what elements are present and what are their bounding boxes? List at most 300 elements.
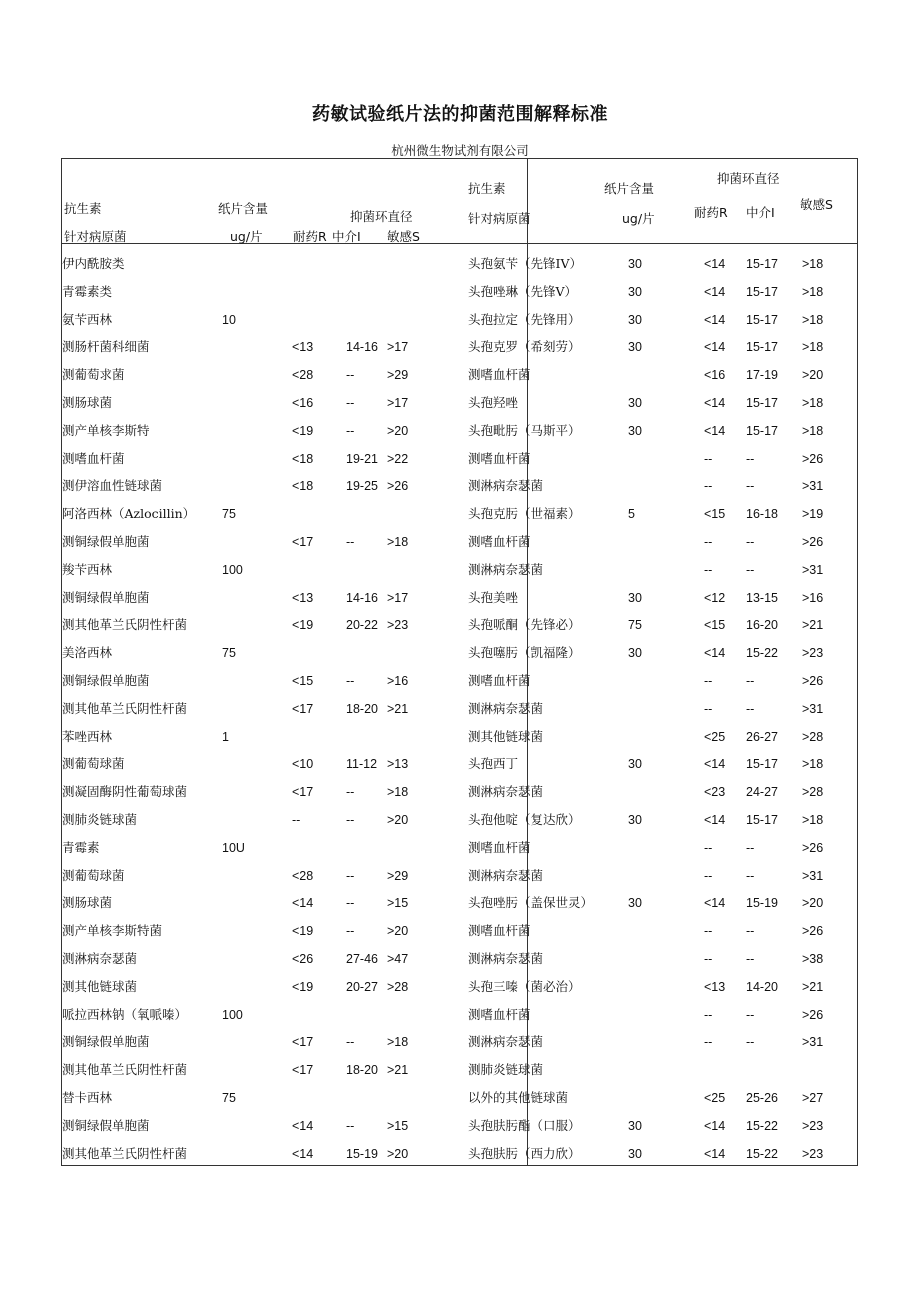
resistant-cell: <13	[292, 590, 314, 605]
content-cell: 30	[628, 757, 642, 772]
intermediate-cell: 18-20	[346, 1063, 378, 1078]
name-cell: 测葡萄球菌	[62, 867, 125, 883]
name-cell: 头孢西丁	[468, 756, 519, 772]
sensitive-cell: >18	[387, 785, 409, 800]
resistant-cell: <12	[704, 590, 726, 605]
intermediate-cell: 20-27	[346, 979, 378, 994]
sensitive-cell: >19	[802, 507, 824, 522]
sensitive-cell: >38	[802, 952, 824, 966]
name-cell: 测嗜血杆菌	[468, 534, 531, 549]
header-left-zone: 抑菌环直径	[350, 209, 413, 224]
content-cell: 75	[222, 646, 236, 661]
content-cell: 30	[628, 646, 642, 661]
table-row	[62, 1060, 526, 1080]
table-row	[62, 560, 526, 580]
table-row	[62, 754, 526, 774]
content-cell: 30	[628, 423, 642, 438]
table-row	[468, 615, 857, 635]
intermediate-cell: 18-20	[346, 701, 378, 716]
name-cell: 测肠球菌	[62, 395, 113, 410]
sensitive-cell: >18	[802, 257, 824, 271]
header-left-content: 纸片含量	[218, 201, 269, 216]
content-cell: 30	[628, 312, 642, 327]
table-row	[62, 977, 526, 997]
intermediate-cell: 16-20	[746, 618, 778, 633]
name-cell: 测嗜血杆菌	[468, 839, 531, 855]
resistant-cell: <16	[292, 396, 314, 410]
sensitive-cell: >18	[802, 340, 824, 355]
table-row	[468, 421, 857, 441]
name-cell: 青霉素类	[62, 283, 113, 299]
table-row	[62, 949, 526, 969]
name-cell: 测淋病奈瑟菌	[468, 784, 544, 800]
table-row	[62, 1005, 526, 1025]
intermediate-cell: --	[346, 785, 355, 800]
resistant-cell: <14	[704, 646, 726, 661]
name-cell: 测伊溶血性链球菌	[62, 478, 163, 494]
header-right-sensitive: 敏感S	[800, 197, 833, 212]
sensitive-cell: >47	[387, 952, 409, 966]
resistant-cell: <14	[704, 896, 726, 911]
sensitive-cell: >22	[387, 451, 409, 466]
intermediate-cell: --	[746, 562, 755, 577]
name-cell: 测铜绿假单胞菌	[62, 673, 150, 688]
table-row	[62, 866, 526, 886]
table-row	[468, 754, 857, 774]
resistant-cell: <15	[704, 618, 726, 633]
sensitive-cell: >26	[802, 451, 824, 466]
content-cell: 75	[628, 618, 642, 633]
table-row	[468, 1060, 857, 1080]
content-cell: 100	[222, 1007, 243, 1022]
name-cell: 头孢唑琳（先锋V）	[468, 283, 578, 299]
resistant-cell: <13	[704, 979, 726, 994]
table-row	[468, 532, 857, 552]
resistant-cell: <14	[704, 1118, 726, 1133]
name-cell: 头孢羟唑	[468, 395, 519, 410]
sensitive-cell: >20	[802, 896, 824, 911]
name-cell: 测铜绿假单胞菌	[62, 534, 150, 549]
intermediate-cell: --	[746, 1007, 755, 1022]
name-cell: 测葡萄求菌	[62, 367, 125, 383]
sensitive-cell: >18	[802, 813, 824, 827]
sensitive-cell: >27	[802, 1091, 824, 1105]
sensitive-cell: >20	[387, 924, 409, 939]
intermediate-cell: --	[346, 924, 355, 939]
intermediate-cell: --	[346, 1118, 355, 1133]
name-cell: 测肠球菌	[62, 895, 113, 911]
content-cell: 100	[222, 562, 243, 577]
table-row	[62, 1032, 526, 1052]
name-cell: 头孢毗肟（马斯平）	[468, 422, 581, 438]
table-row	[62, 337, 526, 357]
intermediate-cell: --	[746, 535, 755, 549]
intermediate-cell: --	[346, 1035, 355, 1050]
criteria-table	[61, 158, 858, 1166]
header-left-sensitive: 敏感S	[387, 229, 420, 244]
name-cell: 测嗜血杆菌	[468, 673, 531, 688]
resistant-cell: <17	[292, 1035, 314, 1050]
table-row	[468, 1032, 857, 1052]
name-cell: 美洛西林	[62, 645, 113, 661]
resistant-cell: --	[292, 813, 301, 827]
intermediate-cell: 25-26	[746, 1091, 778, 1105]
intermediate-cell: 15-19	[346, 1146, 378, 1161]
resistant-cell: <10	[292, 757, 314, 772]
table-row	[468, 1144, 857, 1164]
table-row	[468, 671, 857, 691]
name-cell: 测铜绿假单胞菌	[62, 1117, 150, 1133]
resistant-cell: <28	[292, 368, 314, 383]
resistant-cell: --	[704, 840, 713, 855]
name-cell: 测铜绿假单胞菌	[62, 589, 150, 605]
name-cell: 头孢噻肟（凯福隆）	[468, 645, 581, 661]
table-row	[468, 1088, 857, 1108]
name-cell: 测淋病奈瑟菌	[468, 700, 544, 716]
intermediate-cell: --	[346, 813, 355, 827]
resistant-cell: <25	[704, 1091, 726, 1105]
table-row	[62, 476, 526, 496]
resistant-cell: <26	[292, 952, 314, 966]
header-left-pathogen: 针对病原菌	[64, 229, 127, 244]
resistant-cell: --	[704, 701, 713, 716]
intermediate-cell: 14-16	[346, 340, 378, 355]
content-cell: 30	[628, 896, 642, 911]
resistant-cell: --	[704, 1035, 713, 1050]
resistant-cell: <14	[292, 1118, 314, 1133]
sensitive-cell: >31	[802, 701, 824, 716]
resistant-cell: --	[704, 562, 713, 577]
resistant-cell: <14	[292, 896, 314, 911]
table-row	[468, 337, 857, 357]
content-cell: 30	[628, 284, 642, 299]
name-cell: 测其他革兰氏阴性杆菌	[62, 1145, 188, 1161]
table-row	[468, 588, 857, 608]
header-right-pathogen: 针对病原菌	[468, 211, 531, 226]
name-cell: 以外的其他链球菌	[468, 1090, 569, 1105]
sensitive-cell: >20	[387, 1146, 409, 1161]
sensitive-cell: >16	[802, 590, 824, 605]
sensitive-cell: >16	[387, 674, 409, 688]
intermediate-cell: 14-20	[746, 979, 778, 994]
name-cell: 测淋病奈瑟菌	[468, 867, 544, 883]
table-row	[468, 254, 857, 274]
intermediate-cell: --	[746, 451, 755, 466]
intermediate-cell: 26-27	[746, 729, 778, 744]
sensitive-cell: >31	[802, 1035, 824, 1050]
intermediate-cell: 15-22	[746, 1146, 778, 1161]
intermediate-cell: 15-17	[746, 340, 778, 355]
header-right-zone: 抑菌环直径	[717, 171, 780, 186]
resistant-cell: <17	[292, 701, 314, 716]
sensitive-cell: >20	[802, 368, 824, 383]
intermediate-cell: 24-27	[746, 785, 778, 800]
intermediate-cell: 15-17	[746, 284, 778, 299]
name-cell: 伊内酰胺类	[62, 256, 125, 271]
intermediate-cell: 19-21	[346, 451, 378, 466]
resistant-cell: <14	[704, 340, 726, 355]
header-right-resistant: 耐药R	[694, 205, 728, 220]
intermediate-cell: --	[346, 896, 355, 911]
table-row	[62, 449, 526, 469]
intermediate-cell: 20-22	[346, 618, 378, 633]
intermediate-cell: 17-19	[746, 368, 778, 383]
name-cell: 测淋病奈瑟菌	[468, 1034, 544, 1050]
name-cell: 测淋病奈瑟菌	[62, 951, 138, 966]
table-row	[468, 949, 857, 969]
name-cell: 测肠杆菌科细菌	[62, 339, 150, 355]
header-right-intermediate: 中介I	[746, 205, 775, 220]
sensitive-cell: >28	[802, 729, 824, 744]
name-cell: 测肺炎链球菌	[62, 812, 138, 827]
name-cell: 苯唑西林	[62, 728, 113, 744]
table-row	[468, 365, 857, 385]
table-row	[62, 282, 526, 302]
intermediate-cell: --	[746, 674, 755, 688]
content-cell: 75	[222, 1091, 236, 1105]
table-row	[62, 838, 526, 858]
sensitive-cell: >18	[802, 396, 824, 410]
sensitive-cell: >15	[387, 896, 409, 911]
resistant-cell: <13	[292, 340, 314, 355]
sensitive-cell: >21	[387, 701, 409, 716]
content-cell: 30	[628, 813, 642, 827]
table-row	[468, 782, 857, 802]
name-cell: 替卡西林	[62, 1090, 113, 1105]
sensitive-cell: >26	[802, 674, 824, 688]
header-left-resistant: 耐药R	[293, 229, 327, 244]
content-cell: 30	[628, 257, 642, 271]
sensitive-cell: >29	[387, 868, 409, 883]
sensitive-cell: >20	[387, 813, 409, 827]
table-row	[62, 727, 526, 747]
sensitive-cell: >21	[802, 618, 824, 633]
resistant-cell: <17	[292, 1063, 314, 1078]
table-row	[62, 643, 526, 663]
intermediate-cell: 14-16	[346, 590, 378, 605]
resistant-cell: <15	[704, 507, 726, 522]
table-row	[62, 588, 526, 608]
table-row	[468, 838, 857, 858]
name-cell: 测铜绿假单胞菌	[62, 1034, 150, 1050]
intermediate-cell: 15-17	[746, 257, 778, 271]
sensitive-cell: >28	[802, 785, 824, 800]
table-row	[468, 810, 857, 830]
intermediate-cell: --	[746, 479, 755, 494]
header-right-unit: ug/片	[622, 211, 655, 226]
header-left-unit: ug/片	[230, 229, 263, 244]
intermediate-cell: --	[746, 840, 755, 855]
content-cell: 10U	[222, 840, 245, 855]
intermediate-cell: 15-17	[746, 757, 778, 772]
resistant-cell: --	[704, 868, 713, 883]
content-cell: 30	[628, 1118, 642, 1133]
header-right-content: 纸片含量	[604, 181, 655, 196]
table-row	[468, 282, 857, 302]
intermediate-cell: --	[746, 952, 755, 966]
name-cell: 哌拉西林钠（氧哌嗪）	[62, 1006, 188, 1022]
intermediate-cell: 15-17	[746, 813, 778, 827]
name-cell: 测嗜血杆菌	[468, 450, 531, 466]
table-row	[468, 699, 857, 719]
intermediate-cell: 15-17	[746, 312, 778, 327]
name-cell: 青霉素	[62, 839, 100, 855]
resistant-cell: <14	[704, 813, 726, 827]
table-row	[62, 671, 526, 691]
table-row	[62, 1116, 526, 1136]
company-name: 杭州微生物试剂有限公司	[391, 143, 529, 158]
sensitive-cell: >23	[802, 646, 824, 661]
intermediate-cell: 15-17	[746, 423, 778, 438]
table-row	[62, 699, 526, 719]
content-cell: 10	[222, 312, 236, 327]
intermediate-cell: 11-12	[346, 757, 378, 772]
header-left-antibiotic: 抗生素	[64, 201, 102, 216]
sensitive-cell: >18	[802, 423, 824, 438]
name-cell: 测产单核李斯特菌	[62, 923, 163, 939]
sensitive-cell: >17	[387, 340, 409, 355]
intermediate-cell: 16-18	[746, 507, 778, 522]
intermediate-cell: --	[346, 396, 355, 410]
name-cell: 头孢克肟（世福素）	[468, 506, 581, 522]
resistant-cell: <16	[704, 368, 726, 383]
resistant-cell: <18	[292, 451, 314, 466]
sensitive-cell: >21	[802, 979, 824, 994]
table-row	[468, 310, 857, 330]
resistant-cell: <14	[704, 1146, 726, 1161]
resistant-cell: <14	[704, 257, 726, 271]
name-cell: 羧苄西林	[62, 561, 113, 577]
intermediate-cell: 19-25	[346, 479, 378, 494]
table-row	[62, 393, 526, 413]
resistant-cell: --	[704, 479, 713, 494]
table-row	[468, 393, 857, 413]
intermediate-cell: --	[746, 1035, 755, 1050]
resistant-cell: --	[704, 952, 713, 966]
name-cell: 头孢拉定（先锋用）	[468, 311, 581, 327]
table-row	[62, 615, 526, 635]
name-cell: 测嗜血杆菌	[62, 450, 125, 466]
intermediate-cell: 27-46	[346, 952, 378, 966]
table-row	[62, 1144, 526, 1164]
resistant-cell: --	[704, 451, 713, 466]
name-cell: 头孢美唑	[468, 589, 519, 605]
sensitive-cell: >17	[387, 590, 409, 605]
sensitive-cell: >18	[802, 757, 824, 772]
sensitive-cell: >17	[387, 396, 409, 410]
resistant-cell: <19	[292, 618, 314, 633]
table-row	[468, 449, 857, 469]
sensitive-cell: >26	[802, 535, 824, 549]
name-cell: 测凝固酶阴性葡萄球菌	[62, 784, 188, 800]
intermediate-cell: 15-22	[746, 646, 778, 661]
sensitive-cell: >31	[802, 479, 824, 494]
table-row	[62, 532, 526, 552]
sensitive-cell: >28	[387, 979, 409, 994]
resistant-cell: <17	[292, 785, 314, 800]
table-row	[468, 1116, 857, 1136]
table-row	[468, 921, 857, 941]
sensitive-cell: >13	[387, 757, 409, 772]
table-row	[468, 1005, 857, 1025]
resistant-cell: <14	[292, 1146, 314, 1161]
name-cell: 测产单核李斯特	[62, 422, 150, 438]
intermediate-cell: 15-17	[746, 396, 778, 410]
table-row	[468, 560, 857, 580]
resistant-cell: <28	[292, 868, 314, 883]
table-row	[468, 866, 857, 886]
content-cell: 30	[628, 590, 642, 605]
content-cell: 30	[628, 340, 642, 355]
name-cell: 测肺炎链球菌	[468, 1062, 544, 1078]
sensitive-cell: >26	[802, 1007, 824, 1022]
resistant-cell: <25	[704, 729, 726, 744]
content-cell: 75	[222, 507, 236, 522]
sensitive-cell: >26	[802, 924, 824, 939]
resistant-cell: <14	[704, 757, 726, 772]
content-cell: 5	[628, 507, 635, 522]
name-cell: 头孢肤肟酯（口服）	[468, 1117, 581, 1133]
resistant-cell: <23	[704, 785, 726, 800]
name-cell: 测其他革兰氏阴性杆菌	[62, 617, 188, 633]
sensitive-cell: >20	[387, 423, 409, 438]
resistant-cell: --	[704, 535, 713, 549]
sensitive-cell: >31	[802, 562, 824, 577]
intermediate-cell: --	[346, 368, 355, 383]
table-row	[62, 782, 526, 802]
name-cell: 测其他革兰氏阴性杆菌	[62, 700, 188, 716]
table-row	[468, 643, 857, 663]
resistant-cell: <19	[292, 423, 314, 438]
intermediate-cell: 15-22	[746, 1118, 778, 1133]
table-row	[62, 893, 526, 913]
document-title: 药敏试验纸片法的抑菌范围解释标准	[312, 104, 608, 125]
table-row	[468, 476, 857, 496]
resistant-cell: <19	[292, 924, 314, 939]
table-row	[468, 727, 857, 747]
resistant-cell: <14	[704, 284, 726, 299]
name-cell: 测其他链球菌	[468, 728, 544, 744]
sensitive-cell: >23	[387, 618, 409, 633]
table-row	[468, 893, 857, 913]
sensitive-cell: >18	[802, 312, 824, 327]
sensitive-cell: >15	[387, 1118, 409, 1133]
table-row	[468, 504, 857, 524]
sensitive-cell: >21	[387, 1063, 409, 1078]
header-right-antibiotic: 抗生素	[468, 181, 506, 196]
resistant-cell: <17	[292, 535, 314, 549]
sensitive-cell: >23	[802, 1118, 824, 1133]
name-cell: 测淋病奈瑟菌	[468, 478, 544, 494]
sensitive-cell: >18	[802, 284, 824, 299]
name-cell: 头孢克罗（希刻劳）	[468, 339, 581, 355]
sensitive-cell: >29	[387, 368, 409, 383]
resistant-cell: <14	[704, 312, 726, 327]
name-cell: 阿洛西林（Azlocillin）	[62, 506, 196, 522]
resistant-cell: <14	[704, 396, 726, 410]
sensitive-cell: >23	[802, 1146, 824, 1161]
name-cell: 测淋病奈瑟菌	[468, 561, 544, 577]
table-row	[62, 421, 526, 441]
resistant-cell: <18	[292, 479, 314, 494]
intermediate-cell: --	[346, 868, 355, 883]
table-row	[62, 365, 526, 385]
intermediate-cell: 13-15	[746, 590, 778, 605]
name-cell: 测嗜血杆菌	[468, 923, 531, 939]
intermediate-cell: --	[746, 868, 755, 883]
resistant-cell: <19	[292, 979, 314, 994]
content-cell: 30	[628, 1146, 642, 1161]
